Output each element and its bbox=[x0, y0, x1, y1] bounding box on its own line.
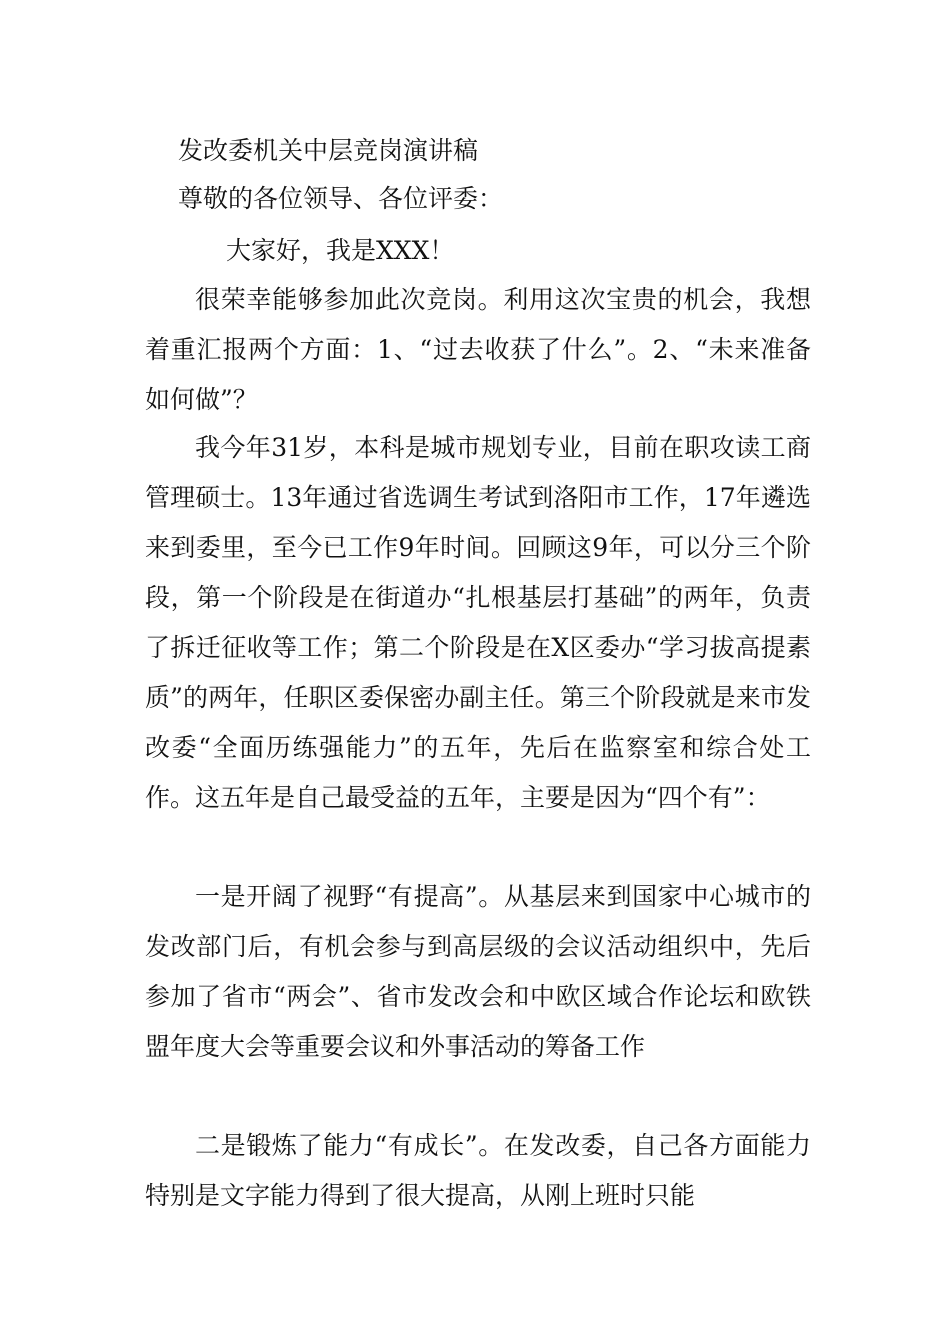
greeting: 大家好，我是XXX！ bbox=[226, 236, 455, 265]
paragraph-point-one: 一是开阔了视野“有提高”。从基层来到国家中心城市的发改部门后，有机会参与到高层级的会议活动组织中，先后参加了省市“两会”、省市发改会和中欧区域合作论坛和欧铁盟年度大会等重要会议和外事活动的筹备工作 bbox=[145, 882, 811, 1061]
paragraph-point-two: 二是锻炼了能力“有成长”。在发改委，自己各方面能力特别是文字能力得到了很大提高，从刚上班时只能 bbox=[145, 1131, 811, 1210]
paragraph-intro: 很荣幸能够参加此次竞岗。利用这次宝贵的机会，我想着重汇报两个方面：1、“过去收获了什么”。2、“未来准备如何做”？ bbox=[145, 285, 811, 414]
paragraph-background: 我今年31岁，本科是城市规划专业，目前在职攻读工商管理硕士。13年通过省选调生考试到洛阳市工作，17年遴选来到委里，至今已工作9年时间。回顾这9年，可以分三个阶段，第一个阶段是在街道办“扎根基层打基础”的两年，负责了拆迁征收等工作；第二个阶段是在X区委办“学习拔高提素质”的两年，任职区委保密办副主任。第三个阶段就是来市发改委“全面历练强能力”的五年，先后在监察室和综合处工作。这五年是自己最受益的五年，主要是因为“四个有”： bbox=[145, 433, 811, 812]
document-title: 发改委机关中层竞岗演讲稿 bbox=[178, 136, 479, 165]
salutation: 尊敬的各位领导、各位评委： bbox=[178, 184, 504, 213]
